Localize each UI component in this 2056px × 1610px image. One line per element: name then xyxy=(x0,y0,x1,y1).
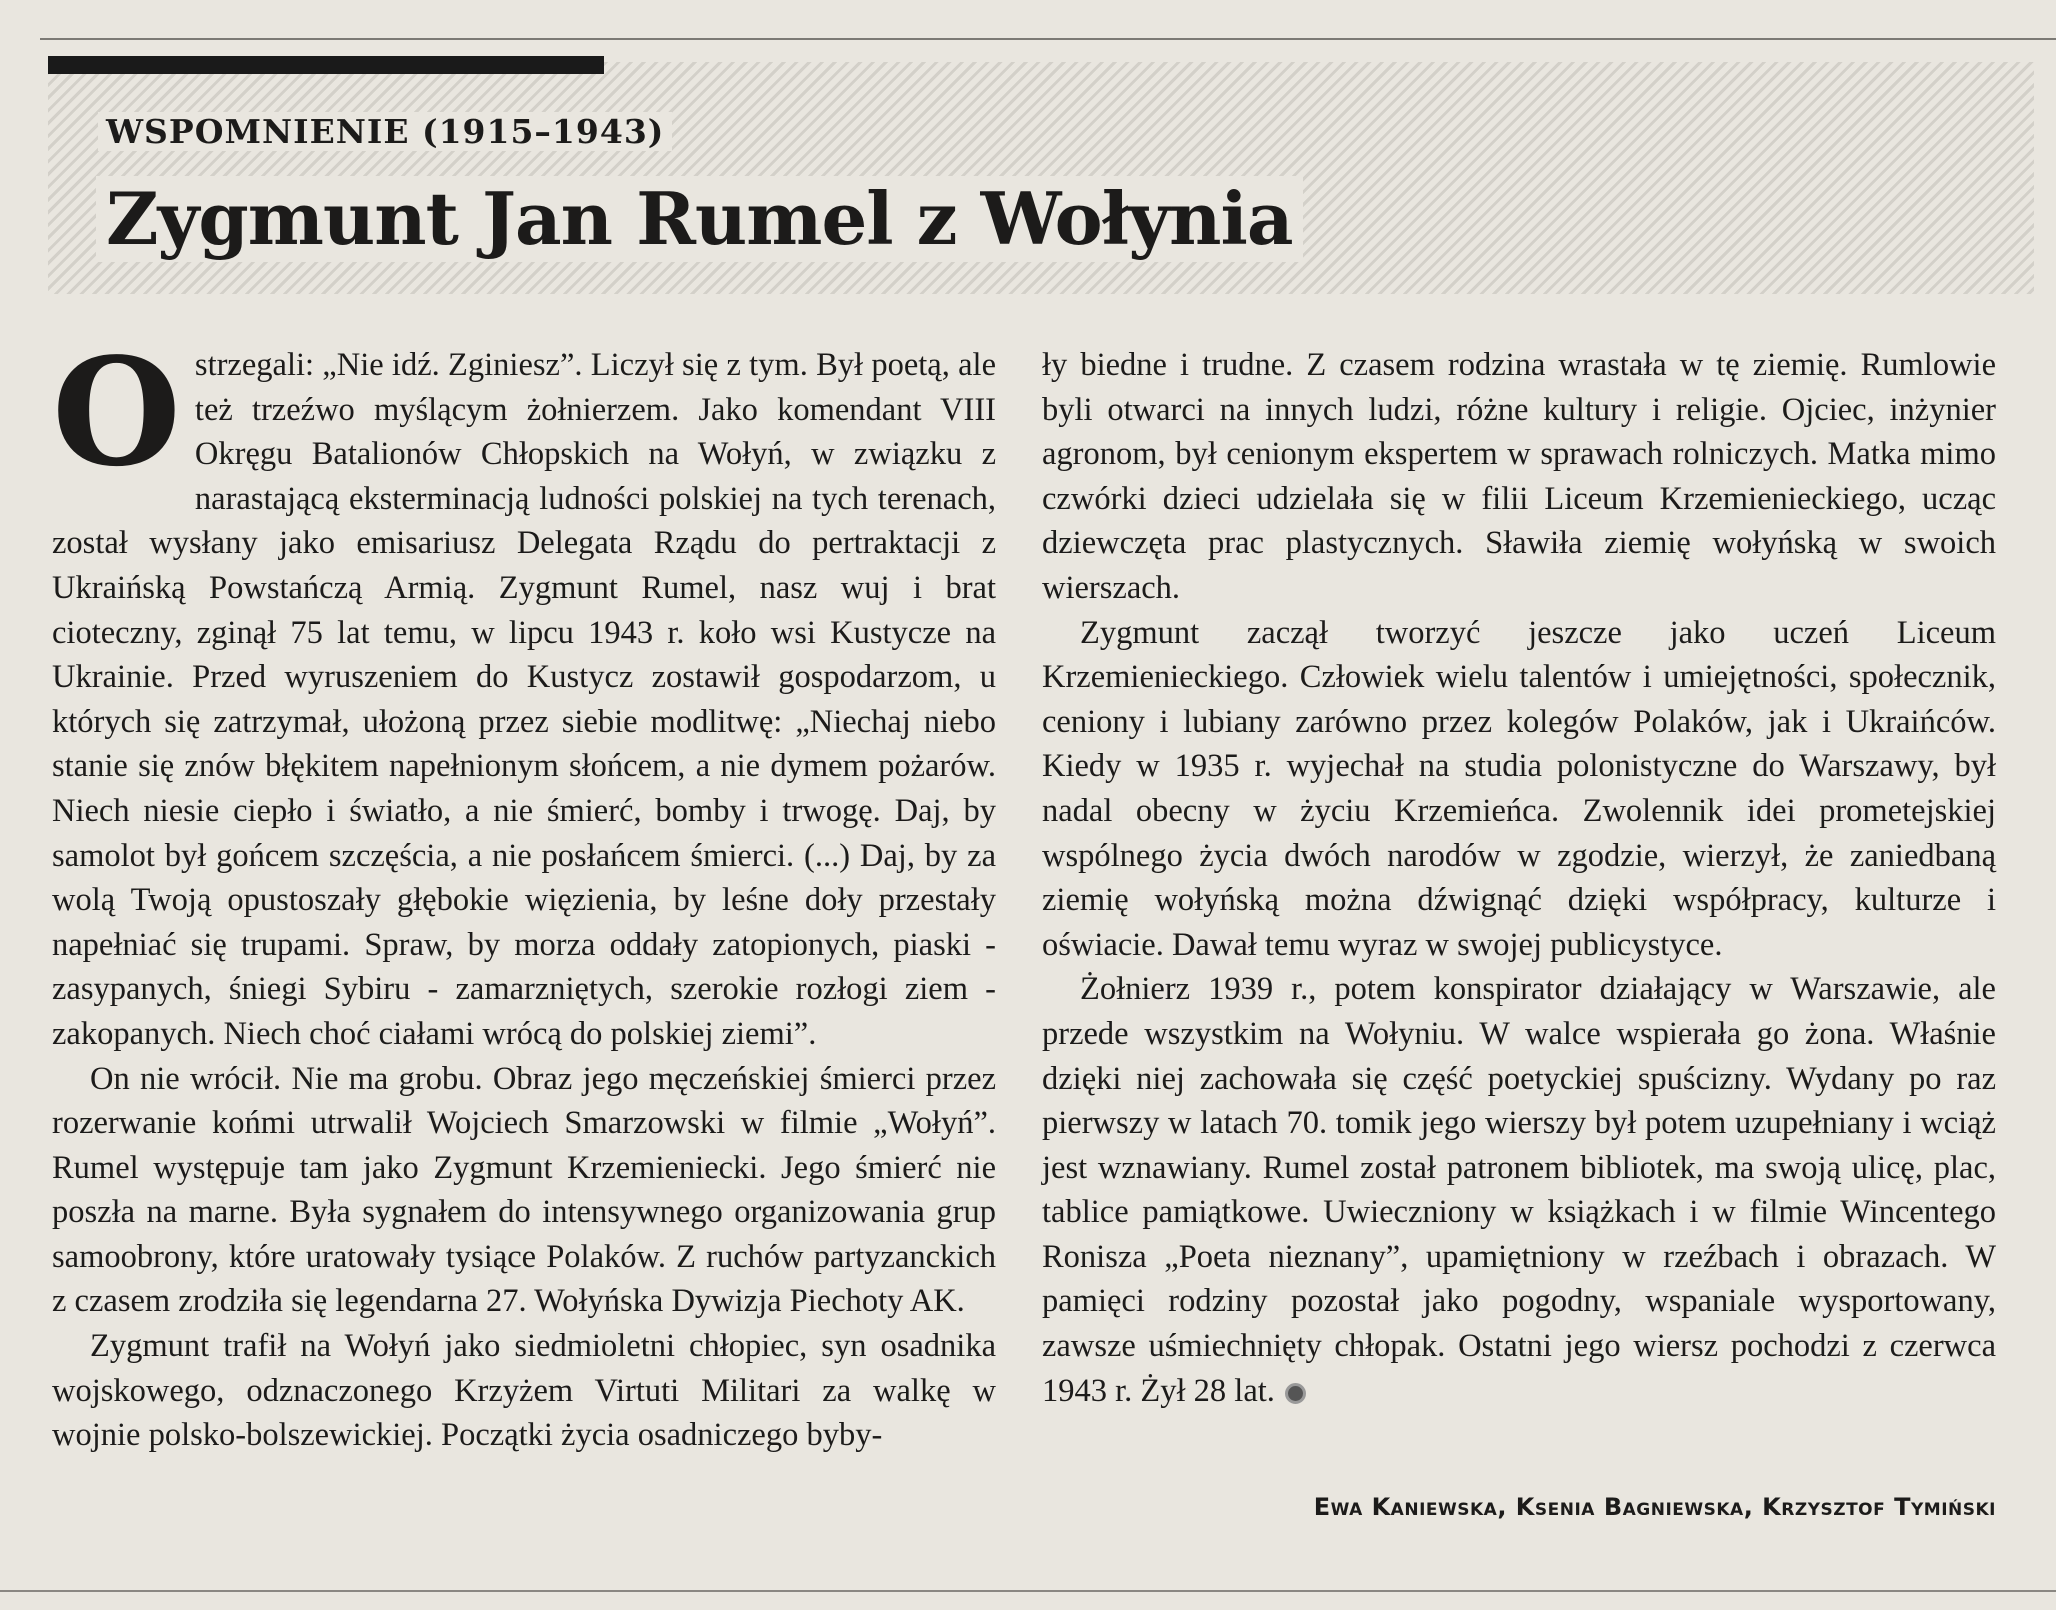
section-bar xyxy=(48,56,604,74)
paragraph-3-left-part: Zygmunt trafił na Wołyń jako siedmioletni chłopiec, syn osadnika wojskowego, odznaczonego Krzyżem Virtuti Militari za walkę w wojnie polsko-bolszewickiej. Początki życia osadniczego byby- xyxy=(52,1328,996,1454)
paragraph-5 xyxy=(1042,967,1996,1413)
paragraph-1-text: strzegali: „Nie idź. Zginiesz”. Liczył się z tym. Był poetą, ale też trzeźwo myślącym żołnierzem. Jako komendant VIII Okręgu Batalionów Chłopskich na Wołyń, w związku z narastającą eksterminacją ludności polskiej na tych terenach, został wysłany jako emisariusz Delegata Rządu do pertraktacji z Ukraińską Powstańczą Armią. Zygmunt Rumel, nasz wuj i brat cioteczny, zginął 75 lat temu, w lipcu 1943 r. koło wsi Kustycze na Ukrainie. Przed wyruszeniem do Kustycz zostawił gospodarzom, u których się zatrzymał, ułożoną przez siebie modlitwę: „Niechaj niebo stanie się znów błękitem napełnionym słońcem, a nie dymem pożarów. Niech niesie ciepło i światło, a nie śmierć, bomby i trwogę. Daj, by samolot był gońcem szczęścia, a nie posłańcem śmierci. (...) Daj, by za wolą Twoją opustoszały głębokie więzienia, by leśne doły przestały napełniać się trupami. Spraw, by morza oddały zatopionych, piaski - zasypanych, śniegi Sybiru - zamarzniętych, szerokie rozłogi ziem - zakopanych. Niech choć ciałami wrócą do polskiej ziemi”. xyxy=(52,347,996,1052)
headline: Zygmunt Jan Rumel z Wołynia xyxy=(96,176,1303,262)
column-left xyxy=(52,325,996,1458)
end-mark-icon xyxy=(1285,1383,1306,1404)
kicker: WSPOMNIENIE (1915–1943) xyxy=(98,112,672,151)
top-rule xyxy=(40,38,2056,40)
bottom-rule xyxy=(0,1590,2056,1592)
paragraph-2: On nie wrócił. Nie ma grobu. Obraz jego męczeńskiej śmierci przez rozerwanie końmi utrwalił Wojciech Smarzowski w filmie „Wołyń”. Rumel występuje tam jako Zygmunt Krzemieniecki. Jego śmierć nie poszła na marne. Była sygnałem do intensywnego organizowania grup samoobrony, które uratowały tysiące Polaków. Z ruchów partyzanckich z czasem zrodziła się legendarna 27. Wołyńska Dywizja Piechoty AK. xyxy=(52,1060,996,1320)
column-right xyxy=(1042,343,1996,1413)
paragraph-5-text: Żołnierz 1939 r., potem konspirator działający w Warszawie, ale przede wszystkim na Wołyniu. W walce wspierała go żona. Właśnie dzięki niej zachowała się część poetyckiej spuścizny. Wydany po raz pierwszy w latach 70. tomik jego wierszy był potem uzupełniany i wciąż jest wznawiany. Rumel został patronem bibliotek, ma swoją ulicę, plac, tablice pamiątkowe. Uwieczniony w książkach i w filmie Wincentego Ronisza „Poeta nieznany”, upamiętniony w rzeźbach i obrazach. W pamięci rodziny pozostał jako pogodny, wspaniale wysportowany, zawsze uśmiechnięty chłopak. Ostatni jego wiersz pochodzi z czerwca 1943 r. Żył 28 lat. xyxy=(1042,971,1996,1409)
paragraph-3a xyxy=(52,1324,996,1458)
drop-cap: O xyxy=(52,325,181,499)
byline: Ewa Kaniewska, Ksenia Bagniewska, Krzysztof Tymiński xyxy=(1313,1493,1996,1521)
paragraph-3-right-part: ły biedne i trudne. Z czasem rodzina wrastała w tę ziemię. Rumlowie byli otwarci na innych ludzi, różne kultury i religie. Ojciec, inżynier agronom, był cenionym ekspertem w sprawach rolniczych. Matka mimo czwórki dzieci udzielała się w filii Liceum Krzemienieckiego, ucząc dziewczęta prac plastycznych. Sławiła ziemię wołyńską w swoich wierszach. xyxy=(1042,347,1996,606)
paragraph-1 xyxy=(52,325,996,1057)
paragraph-4: Zygmunt zaczął tworzyć jeszcze jako uczeń Liceum Krzemienieckiego. Człowiek wielu talentów i umiejętności, społecznik, ceniony i lubiany zarówno przez kolegów Polaków, jak i Ukraińców. Kiedy w 1935 r. wyjechał na studia polonistyczne do Warszawy, był nadal obecny w życiu Krzemieńca. Zwolennik idei prometejskiej wspólnego życia dwóch narodów w zgodzie, wierzył, że zaniedbaną ziemię wołyńską można dźwignąć dzięki współpracy, kulturze i oświacie. Dawał temu wyraz w swojej publicystyce. xyxy=(1042,614,1996,963)
paragraph-3b xyxy=(1042,343,1996,611)
